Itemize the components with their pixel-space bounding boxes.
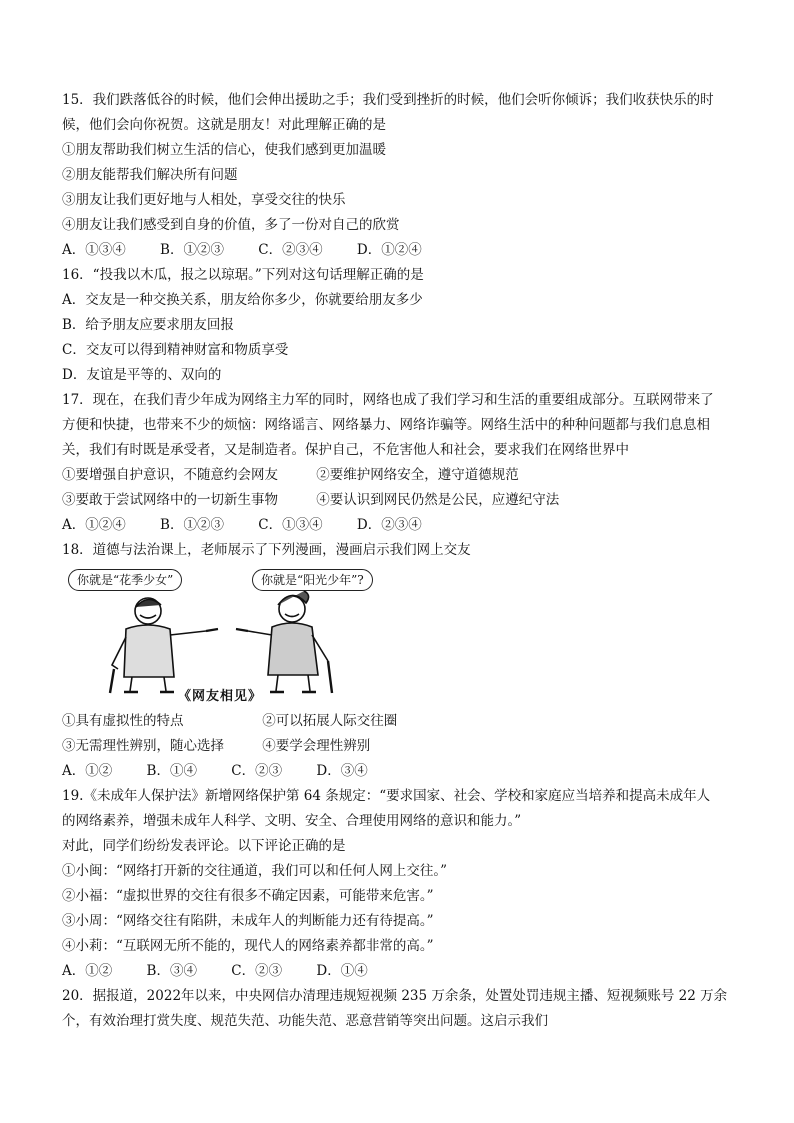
question-17-statement-4: ④要认识到网民仍然是公民，应遵纪守法	[316, 492, 560, 508]
question-15	[62, 88, 740, 263]
question-15-option-d[interactable]: D．①②④	[356, 242, 422, 258]
question-15-option-a[interactable]: A．①③④	[62, 242, 126, 258]
question-18-options	[62, 759, 740, 784]
question-20-stem-line-2: 个，有效治理打赏失度、规范失范、功能失范、恶意营销等突出问题。这启示我们	[62, 1013, 548, 1029]
old-woman-figure	[236, 591, 332, 693]
question-18-statement-3: ③无需理性辨别，随心选择	[62, 738, 224, 754]
question-16-option-c[interactable]: C．交友可以得到精神财富和物质享受	[62, 342, 289, 358]
question-18-stem: 18．道德与法治课上，老师展示了下列漫画，漫画启示我们网上交友	[62, 542, 471, 558]
question-17-stem-line-3: 关，我们有时既是承受者，又是制造者。保护自己，不危害他人和社会，要求我们在网络世界中	[62, 442, 629, 458]
question-19-option-b[interactable]: B．③④	[146, 963, 197, 979]
question-15-statement-2: ②朋友能帮我们解决所有问题	[62, 167, 238, 183]
question-17-statement-2: ②要维护网络安全，遵守道德规范	[316, 467, 519, 483]
question-19-statement-1: ①小闽：“网络打开新的交往通道，我们可以和任何人网上交往。”	[62, 863, 448, 879]
question-15-statement-1: ①朋友帮助我们树立生活的信心，使我们感到更加温暖	[62, 142, 386, 158]
question-17-option-a[interactable]: A．①②④	[62, 517, 126, 533]
question-17-option-d[interactable]: D．②③④	[356, 517, 422, 533]
question-18-option-a[interactable]: A．①②	[62, 763, 113, 779]
question-19	[62, 784, 740, 984]
question-17-stem-line-1: 17．现在，在我们青少年成为网络主力军的同时，网络也成了我们学习和生活的重要组成部分。互联网带来了	[62, 392, 714, 408]
question-19-stem-line-2: 的网络素养，增强未成年人科学、文明、安全、合理使用网络的意识和能力。”	[62, 813, 522, 829]
question-20-stem-line-1: 20．据报道，2022年以来，中央网信办清理违规短视频 235 万余条，处置处罚违规主播、短视频账号 22 万余	[62, 988, 728, 1004]
question-15-option-c[interactable]: C．②③④	[258, 242, 323, 258]
question-19-option-d[interactable]: D．①④	[316, 963, 368, 979]
question-19-statement-3: ③小周：“网络交往有陷阱，未成年人的判断能力还有待提高。”	[62, 913, 434, 929]
question-15-options	[62, 238, 740, 263]
question-17	[62, 388, 740, 538]
question-19-stem-line-1: 19.《未成年人保护法》新增网络保护第 64 条规定：“要求国家、社会、学校和家庭应当培养和提高未成年人	[62, 788, 711, 804]
question-17-options	[62, 513, 740, 538]
question-19-option-a[interactable]: A．①②	[62, 963, 113, 979]
question-17-statements-row-2	[62, 488, 740, 513]
question-15-statement-4: ④朋友让我们感受到自身的价值，多了一份对自己的欣赏	[62, 217, 400, 233]
question-19-statement-4: ④小莉：“互联网无所不能的，现代人的网络素养都非常的高。”	[62, 938, 434, 954]
question-15-stem-line-2: 候，他们会向你祝贺。这就是朋友！对此理解正确的是	[62, 117, 386, 133]
question-20	[62, 984, 740, 1034]
question-19-options	[62, 959, 740, 984]
question-15-statement-3: ③朋友让我们更好地与人相处，享受交往的快乐	[62, 192, 346, 208]
question-17-statements-row-1	[62, 463, 740, 488]
question-19-statement-2: ②小福：“虚拟世界的交往有很多不确定因素，可能带来危害。”	[62, 888, 434, 904]
old-man-figure	[110, 598, 218, 693]
question-18-option-d[interactable]: D．③④	[316, 763, 368, 779]
question-18-option-b[interactable]: B．①④	[146, 763, 197, 779]
question-17-option-c[interactable]: C．①③④	[258, 517, 323, 533]
question-18-statement-1: ①具有虚拟性的特点	[62, 713, 184, 729]
question-17-option-b[interactable]: B．①②③	[160, 517, 224, 533]
question-16-stem: 16．“投我以木瓜，报之以琼琚。”下列对这句话理解正确的是	[62, 267, 424, 283]
question-18-statement-2: ②可以拓展人际交往圈	[262, 713, 398, 729]
question-18-option-c[interactable]: C．②③	[231, 763, 283, 779]
question-15-option-b[interactable]: B．①②③	[160, 242, 224, 258]
question-16-option-b[interactable]: B．给予朋友应要求朋友回报	[62, 317, 234, 333]
comic-illustration	[66, 565, 396, 705]
question-18-statements-row-1	[62, 709, 740, 734]
question-18-statement-4: ④要学会理性辨别	[262, 738, 371, 754]
question-17-statement-3: ③要敢于尝试网络中的一切新生事物	[62, 492, 278, 508]
question-18	[62, 538, 740, 784]
exam-content	[62, 88, 740, 1034]
question-19-option-c[interactable]: C．②③	[231, 963, 283, 979]
comic-speech-bubble-right: 你就是“阳光少年”?	[252, 569, 373, 591]
question-16-option-d[interactable]: D．友谊是平等的、双向的	[62, 367, 222, 383]
question-17-stem-line-2: 方便和快捷，也带来不少的烦恼：网络谣言、网络暴力、网络诈骗等。网络生活中的种种问题都与我们息息相	[62, 417, 710, 433]
question-15-stem-line-1: 15．我们跌落低谷的时候，他们会伸出援助之手；我们受到挫折的时候，他们会听你倾诉；我们收获快乐的时	[62, 92, 714, 108]
question-16	[62, 263, 740, 388]
comic-speech-bubble-left: 你就是“花季少女”	[68, 569, 182, 591]
comic-netfriends-meeting	[66, 565, 396, 705]
question-17-statement-1: ①要增强自护意识，不随意约会网友	[62, 467, 278, 483]
question-18-statements-row-2	[62, 734, 740, 759]
question-16-option-a[interactable]: A．交友是一种交换关系，朋友给你多少，你就要给朋友多少	[62, 292, 423, 308]
comic-title: 《网友相见》	[178, 689, 263, 704]
question-19-stem-line-3: 对此，同学们纷纷发表评论。以下评论正确的是	[62, 838, 346, 854]
